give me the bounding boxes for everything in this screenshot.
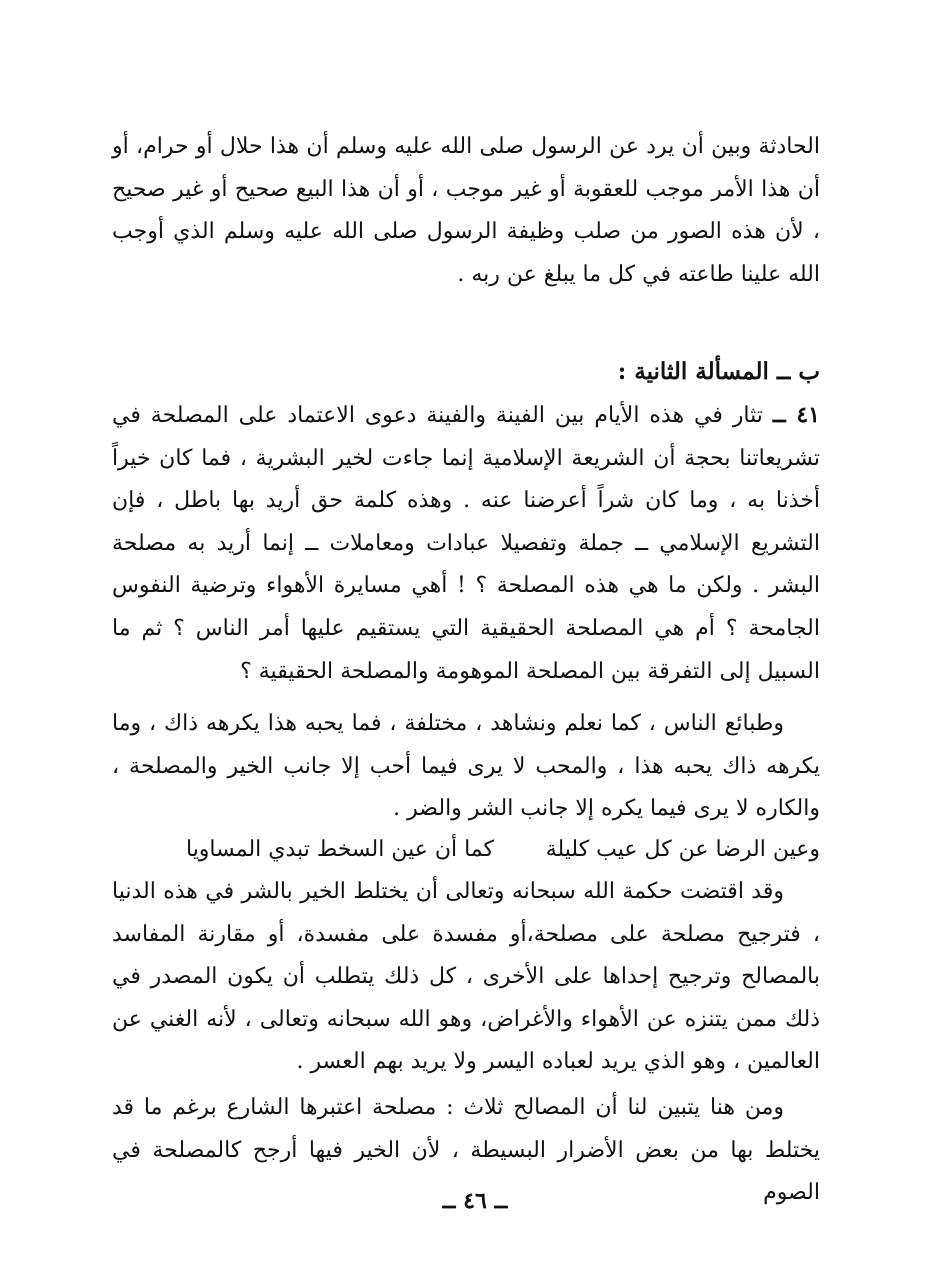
paragraph-continuation: الحادثة وبين أن يرد عن الرسول صلى الله عليه وسلم أن هذا حلال أو حرام، أو أن هذا الأمر موجب للعقوبة أو غير موجب ، أو أن هذا البيع صحيح أو غير صحيح ، لأن هذه الصور من صلب وظيفة الرسول صلى الله عليه وسلم الذي أوجب الله علينا طاعته في كل ما يبلغ عن ربه . <box>112 134 820 287</box>
poetry-verse <box>112 830 820 870</box>
verse-first-hemistich: وعين الرضا عن كل عيب كليلة <box>545 837 820 862</box>
paragraph-41-text: تثار في هذه الأيام بين الفينة والفينة دعوى الاعتماد على المصلحة في تشريعاتنا بحجة أن الشريعة الإسلامية إنما جاءت لخير البشرية ، فما كان خيراً أخذنا به ، وما كان شراً أعرضنا عنه . وهذه كلمة حق أريد بها باطل ، فإن التشريع الإسلامي ــ جملة وتفصيلا عبادات ومعاملات ــ إنما أريد به مصلحة البشر . ولكن ما هي هذه المصلحة ؟ ! أهي مسايرة الأهواء وترضية النفوس الجامحة ؟ أم هي المصلحة الحقيقية التي يستقيم عليها أمر الناس ؟ ثم ما السبيل إلى التفرقة بين المصلحة الموهومة والمصلحة الحقيقية ؟ <box>112 403 820 684</box>
paragraph-divine-wisdom: وقد اقتضت حكمة الله سبحانه وتعالى أن يختلط الخير بالشر في هذه الدنيا ، فترجيح مصلحة على مصلحة،أو مفسدة على مفسدة، أو مقارنة المفاسد بالمصالح وترجيح إحداها على الأخرى ، كل ذلك يتطلب أن يكون المصدر في ذلك ممن يتنزه عن الأهواء والأغراض، وهو الله سبحانه وتعالى ، لأنه الغني عن العالمين ، وهو الذي يريد لعباده اليسر ولا يريد بهم العسر . <box>112 879 820 1075</box>
page-number: ــ ٤٦ ــ <box>442 1188 508 1214</box>
paragraph-41 <box>112 394 820 693</box>
verse-second-hemistich: كما أن عين السخط تبدي المساويا <box>185 837 494 862</box>
paragraph-temperaments: وطبائع الناس ، كما نعلم ونشاهد ، مختلفة ، فما يحبه هذا يكرهه ذاك ، وما يكرهه ذاك يحبه هذا ، والمحب لا يرى فيما أحب إلا جانب الخير والمصلحة ، والكاره لا يرى فيما يكره إلا جانب الشر والضر . <box>112 711 820 822</box>
section-heading: ب ــ المسألة الثانية : <box>617 358 820 385</box>
paragraph-three-interests: ومن هنا يتبين لنا أن المصالح ثلاث : مصلحة اعتبرها الشارع برغم ما قد يختلط بها من بعض الأضرار البسيطة ، لأن الخير فيها أرجح كالمصلحة في الصوم <box>112 1095 820 1206</box>
paragraph-number: ٤١ ــ <box>772 402 820 428</box>
